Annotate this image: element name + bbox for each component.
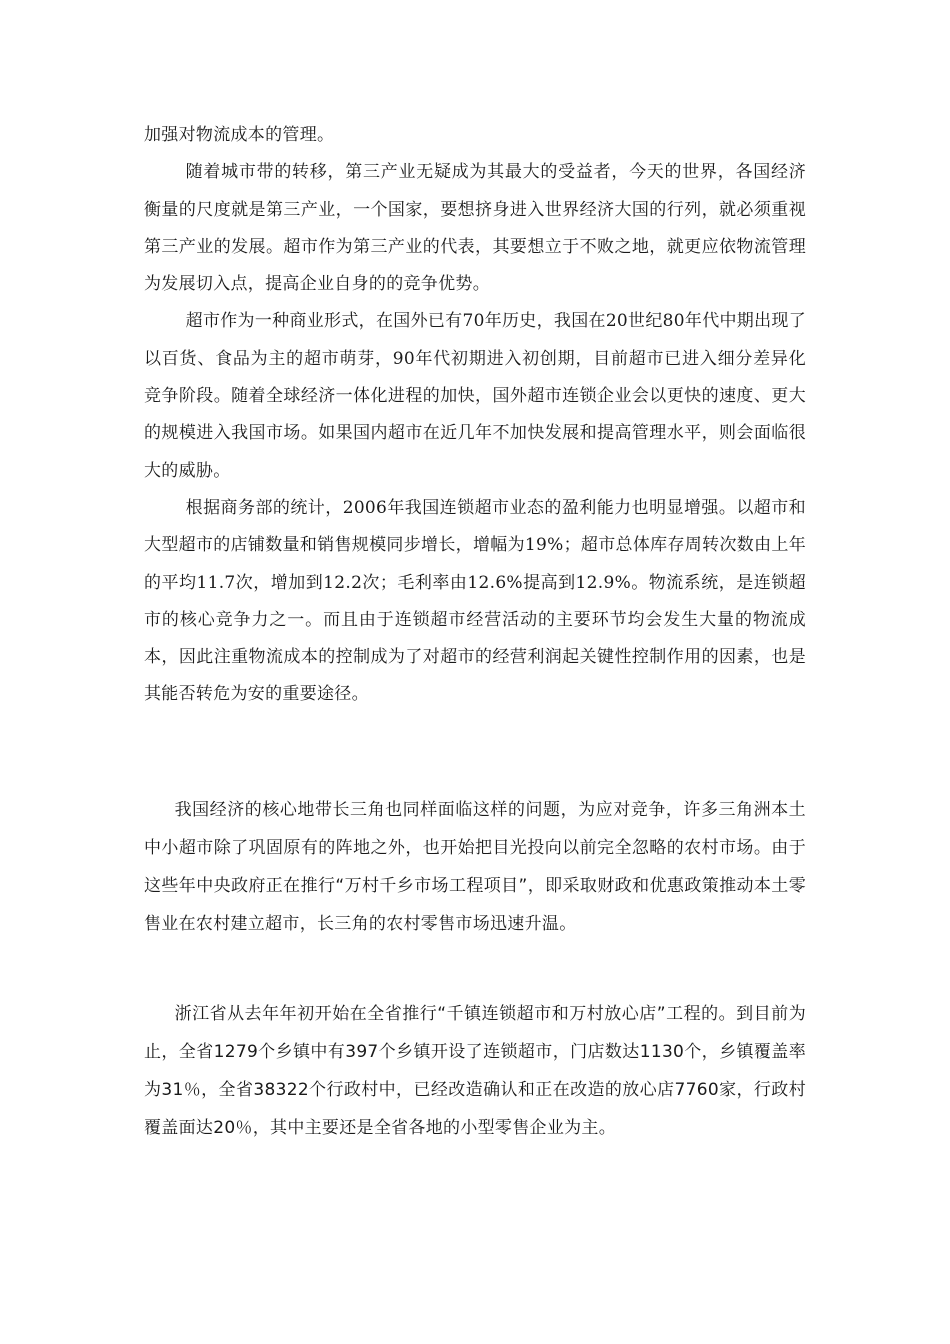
body-text-section-3	[144, 995, 806, 1147]
paragraph-zhejiang: 浙江省从去年年初开始在全省推行“千镇连锁超市和万村放心店”工程的。到目前为止，全省1279个乡镇中有397个乡镇开设了连锁超市，门店数达1130个，乡镇覆盖率为31％，全省38322个行政村中，已经改造确认和正在改造的放心店7760家，行政村覆盖面达20％，其中主要还是全省各地的小型零售企业为主。	[144, 1004, 806, 1138]
body-text-section-1	[144, 117, 806, 714]
paragraph-commerce-statistics: 根据商务部的统计，2006年我国连锁超市业态的盈利能力也明显增强。以超市和大型超市的店铺数量和销售规模同步增长，增幅为19%；超市总体库存周转次数由上年的平均11.7次，增加到12.2次；毛利率由12.6%提高到12.9%。物流系统，是连锁超市的核心竞争力之一。而且由于连锁超市经营活动的主要环节均会发生大量的物流成本，因此注重物流成本的控制成为了对超市的经营利润起关键性控制作用的因素，也是其能否转危为安的重要途径。	[144, 497, 806, 705]
paragraph-continuation: 加强对物流成本的管理。	[144, 125, 335, 145]
paragraph-yangtze-delta: 我国经济的核心地带长三角也同样面临这样的问题，为应对竞争，许多三角洲本土中小超市除了巩固原有的阵地之外，也开始把目光投向以前完全忽略的农村市场。由于这些年中央政府正在推行“万村千乡市场工程项目”，即采取财政和优惠政策推动本土零售业在农村建立超市，长三角的农村零售市场迅速升温。	[144, 800, 806, 934]
paragraph-tertiary-industry: 随着城市带的转移，第三产业无疑成为其最大的受益者，今天的世界，各国经济衡量的尺度就是第三产业，一个国家，要想挤身进入世界经济大国的行列，就必须重视第三产业的发展。超市作为第三产业的代表，其要想立于不败之地，就更应依物流管理为发展切入点，提高企业自身的的竞争优势。	[144, 162, 806, 295]
body-text-section-2	[144, 791, 806, 943]
paragraph-supermarket-history: 超市作为一种商业形式，在国外已有70年历史，我国在20世纪80年代中期出现了以百货、食品为主的超市萌芽，90年代初期进入初创期，目前超市已进入细分差异化竞争阶段。随着全球经济一体化进程的加快，国外超市连锁企业会以更快的速度、更大的规模进入我国市场。如果国内超市在近几年不加快发展和提高管理水平，则会面临很大的威胁。	[144, 311, 806, 481]
